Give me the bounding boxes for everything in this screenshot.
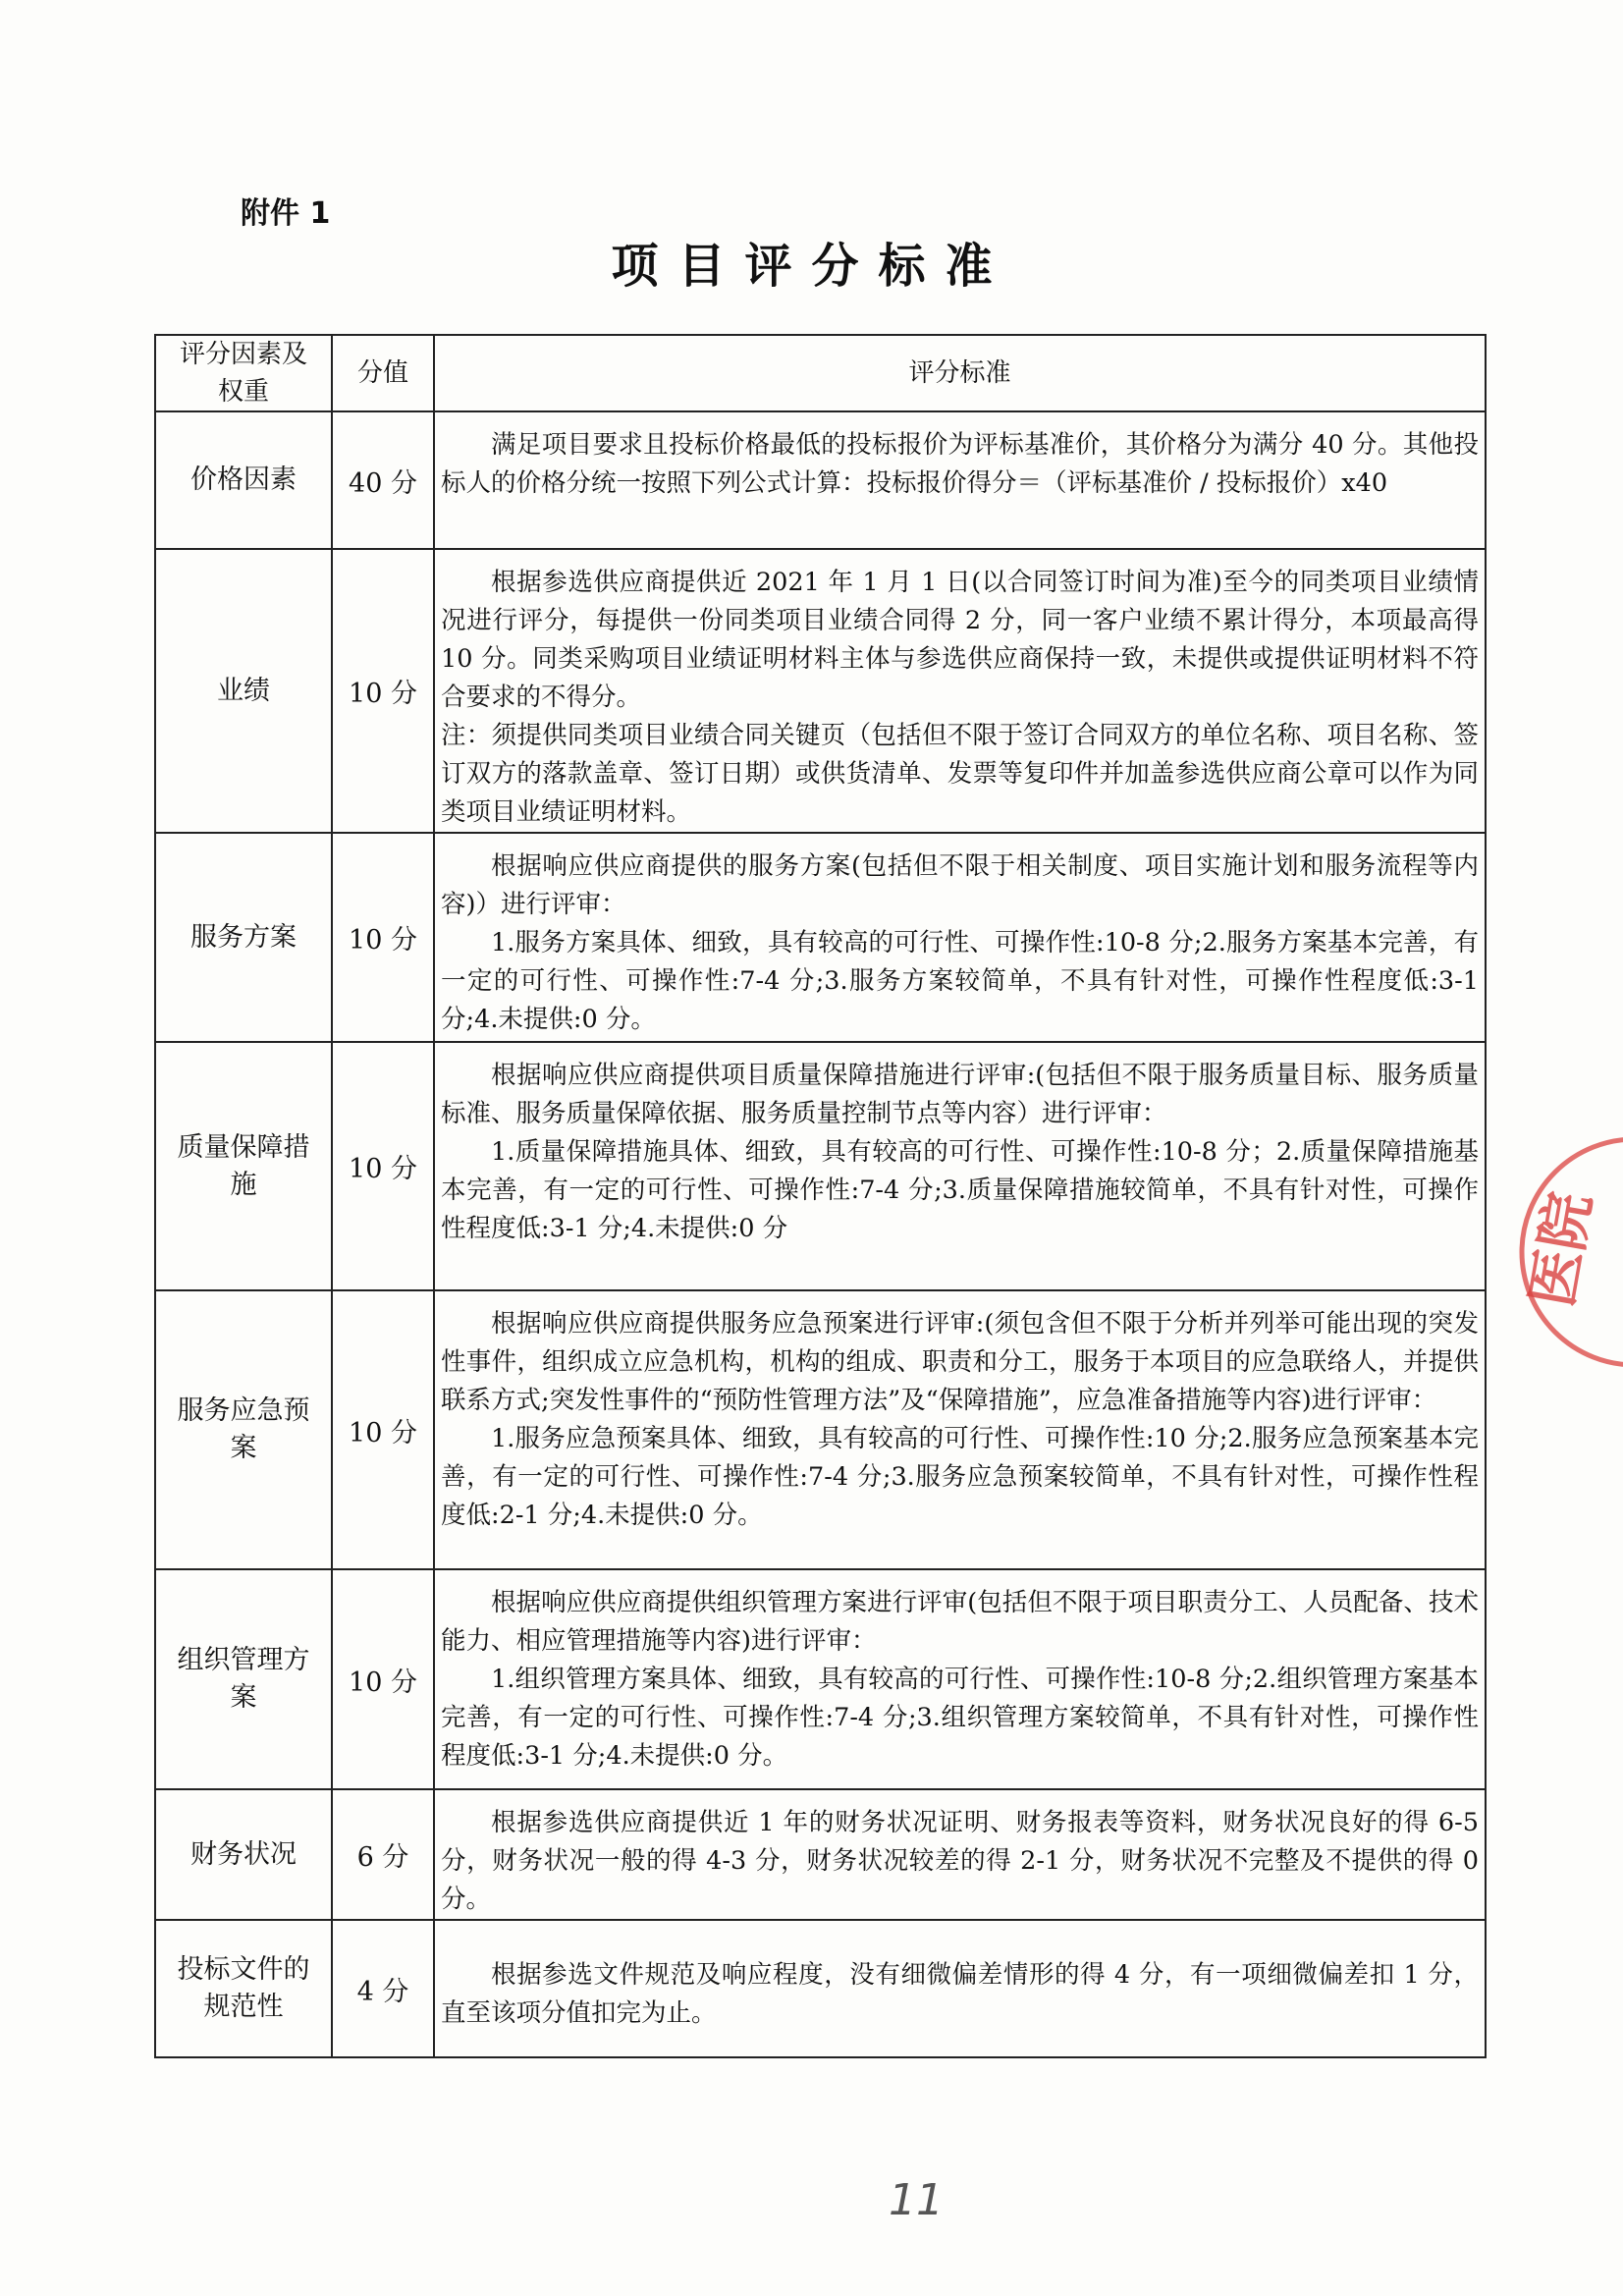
table-row xyxy=(155,411,1486,549)
criteria-cell xyxy=(434,1042,1486,1290)
header-factor: 评分因素及权重 xyxy=(155,335,332,411)
score-cell: 6 分 xyxy=(332,1789,434,1920)
score-cell: 10 分 xyxy=(332,1569,434,1789)
criteria-paragraph: 根据响应供应商提供的服务方案(包括但不限于相关制度、项目实施计划和服务流程等内容)）进行评审： xyxy=(441,851,1479,919)
table-row xyxy=(155,1920,1486,2057)
factor-cell: 价格因素 xyxy=(155,411,332,549)
criteria-cell xyxy=(434,1789,1486,1920)
factor-cell: 投标文件的规范性 xyxy=(155,1920,332,2057)
table-row xyxy=(155,1042,1486,1290)
criteria-paragraph: 1.组织管理方案具体、细致，具有较高的可行性、可操作性:10-8 分;2.组织管理方案基本完善，有一定的可行性、可操作性:7-4 分;3.组织管理方案较简单，不具有针对性，可操作性程度低:3-1 分;4.未提供:0 分。 xyxy=(441,1665,1479,1771)
score-cell: 4 分 xyxy=(332,1920,434,2057)
criteria-paragraph: 1.服务方案具体、细致，具有较高的可行性、可操作性:10-8 分;2.服务方案基本完善，有一定的可行性、可操作性:7-4 分;3.服务方案较简单，不具有针对性，可操作性程度低:3-1 分;4.未提供:0 分。 xyxy=(441,928,1479,1034)
factor-cell: 质量保障措施 xyxy=(155,1042,332,1290)
criteria-paragraph: 根据参选供应商提供近 1 年的财务状况证明、财务报表等资料，财务状况良好的得 6-5 分，财务状况一般的得 4-3 分，财务状况较差的得 2-1 分，财务状况不完整及不提供的得 0 分。 xyxy=(441,1808,1479,1914)
table-row xyxy=(155,833,1486,1042)
criteria-paragraph: 根据响应供应商提供服务应急预案进行评审:(须包含但不限于分析并列举可能出现的突发性事件，组织成立应急机构，机构的组成、职责和分工，服务于本项目的应急联络人，并提供联系方式;突发性事件的“预防性管理方法”及“保障措施”，应急准备措施等内容)进行评审： xyxy=(441,1309,1479,1415)
criteria-paragraph: 根据响应供应商提供项目质量保障措施进行评审:(包括但不限于服务质量目标、服务质量标准、服务质量保障依据、服务质量控制节点等内容）进行评审： xyxy=(441,1061,1479,1128)
factor-cell: 财务状况 xyxy=(155,1789,332,1920)
score-cell: 10 分 xyxy=(332,1042,434,1290)
criteria-paragraph: 根据参选供应商提供近 2021 年 1 月 1 日(以合同签订时间为准)至今的同类项目业绩情况进行评分，每提供一份同类项目业绩合同得 2 分，同一客户业绩不累计得分，本项最高得 10 分。同类采购项目业绩证明材料主体与参选供应商保持一致，未提供或提供证明材料不符合要求的不得分。 xyxy=(441,568,1479,712)
criteria-note: 注：须提供同类项目业绩合同关键页（包括但不限于签订合同双方的单位名称、项目名称、签订双方的落款盖章、签订日期）或供货清单、发票等复印件并加盖参选供应商公章可以作为同类项目业绩证明材料。 xyxy=(441,721,1479,827)
factor-cell: 业绩 xyxy=(155,549,332,833)
table-row xyxy=(155,1290,1486,1569)
criteria-cell xyxy=(434,1290,1486,1569)
criteria-cell xyxy=(434,549,1486,833)
table-row xyxy=(155,549,1486,833)
criteria-cell xyxy=(434,1569,1486,1789)
table-row xyxy=(155,1789,1486,1920)
criteria-cell xyxy=(434,411,1486,549)
criteria-cell xyxy=(434,833,1486,1042)
criteria-paragraph: 满足项目要求且投标价格最低的投标报价为评标基准价，其价格分为满分 40 分。其他投标人的价格分统一按照下列公式计算：投标报价得分＝（评标基准价 / 投标报价）x40 xyxy=(441,430,1479,498)
criteria-cell xyxy=(434,1920,1486,2057)
attachment-label: 附件 1 xyxy=(241,196,331,231)
red-seal-stamp xyxy=(1497,1129,1623,1385)
scoring-table xyxy=(154,334,1487,2058)
factor-cell: 服务应急预案 xyxy=(155,1290,332,1569)
header-score: 分值 xyxy=(332,335,434,411)
page-title: 项目评分标准 xyxy=(611,239,1012,294)
score-cell: 10 分 xyxy=(332,1290,434,1569)
score-cell: 40 分 xyxy=(332,411,434,549)
factor-cell: 服务方案 xyxy=(155,833,332,1042)
score-cell: 10 分 xyxy=(332,833,434,1042)
stamp-text: 医院 xyxy=(1518,1187,1604,1312)
factor-cell: 组织管理方案 xyxy=(155,1569,332,1789)
page-number: 11 xyxy=(889,2175,944,2225)
criteria-paragraph: 1.质量保障措施具体、细致，具有较高的可行性、可操作性:10-8 分；2.质量保障措施基本完善，有一定的可行性、可操作性:7-4 分;3.质量保障措施较简单，不具有针对性，可操作性程度低:3-1 分;4.未提供:0 分 xyxy=(441,1137,1479,1243)
table-row xyxy=(155,1569,1486,1789)
criteria-paragraph: 根据参选文件规范及响应程度，没有细微偏差情形的得 4 分，有一项细微偏差扣 1 分，直至该项分值扣完为止。 xyxy=(441,1960,1479,2028)
table-header-row xyxy=(155,335,1486,411)
score-cell: 10 分 xyxy=(332,549,434,833)
header-criteria: 评分标准 xyxy=(434,335,1486,411)
criteria-paragraph: 根据响应供应商提供组织管理方案进行评审(包括但不限于项目职责分工、人员配备、技术能力、相应管理措施等内容)进行评审： xyxy=(441,1588,1479,1656)
criteria-paragraph: 1.服务应急预案具体、细致，具有较高的可行性、可操作性:10 分;2.服务应急预案基本完善，有一定的可行性、可操作性:7-4 分;3.服务应急预案较简单，不具有针对性，可操作性程度低:2-1 分;4.未提供:0 分。 xyxy=(441,1424,1479,1530)
